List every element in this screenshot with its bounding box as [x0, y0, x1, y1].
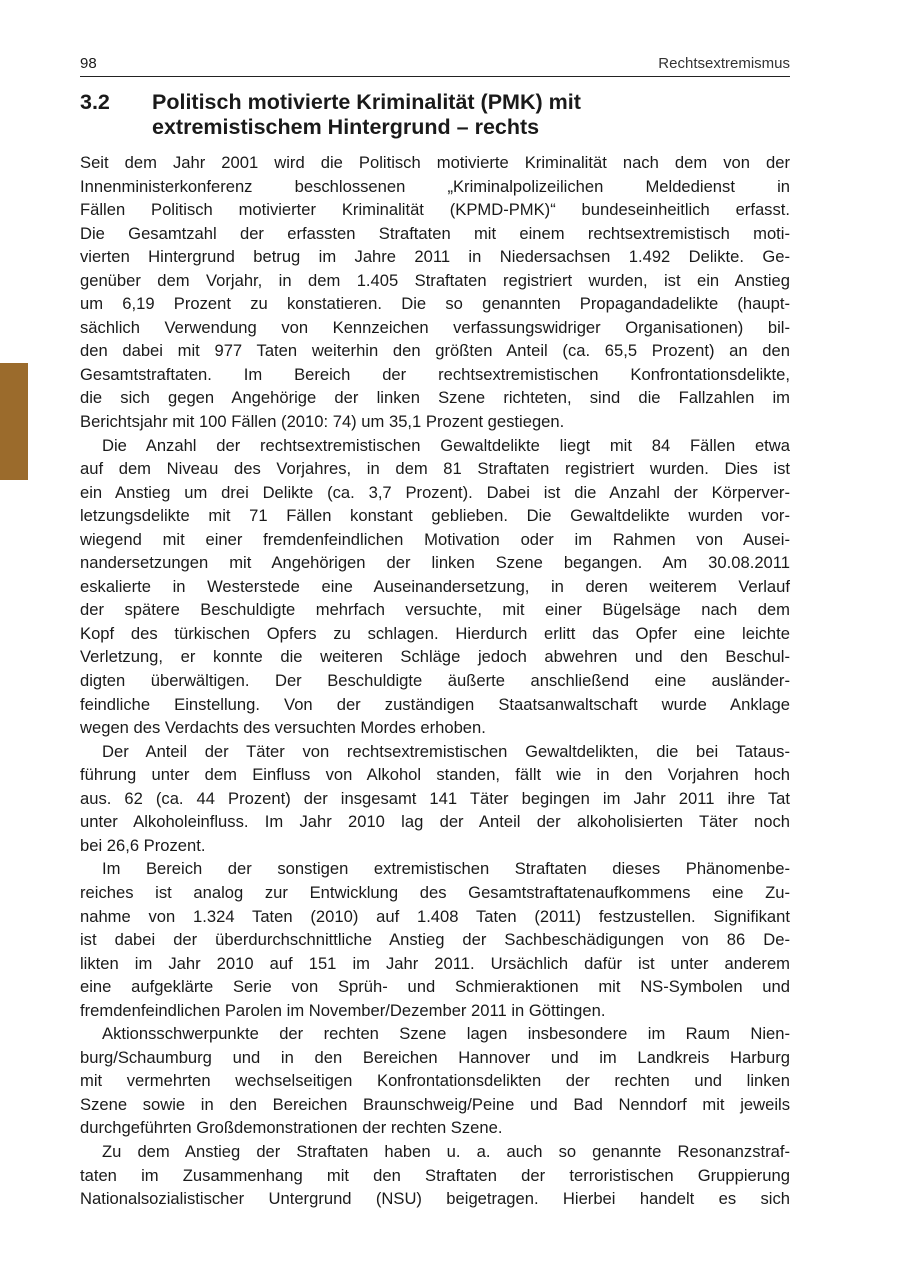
text-line: ist dabei der überdurchschnittliche Anstieg der Sachbeschädigungen von 86 De- — [80, 930, 790, 950]
text-line: aus. 62 (ca. 44 Prozent) der insgesamt 141 Täter begingen im Jahr 2011 ihre Tat — [80, 788, 790, 808]
text-line: Gesamtstraftaten. Im Bereich der rechtsextremistischen Konfrontationsdelikte, — [80, 364, 790, 384]
paragraph — [80, 151, 790, 434]
text-line: nahme von 1.324 Taten (2010) auf 1.408 Taten (2011) festzustellen. Signifikant — [80, 906, 790, 926]
text-line: sächlich Verwendung von Kennzeichen verfassungswidriger Organisationen) bil- — [80, 317, 790, 337]
text-line: digten überwältigen. Der Beschuldigte äußerte anschließend eine ausländer- — [80, 671, 790, 691]
text-line: unter Alkoholeinfluss. Im Jahr 2010 lag der Anteil der alkoholisierten Täter noch — [80, 812, 790, 832]
text-line: letzungsdelikte mit 71 Fällen konstant geblieben. Die Gewaltdelikte wurden vor- — [80, 506, 790, 526]
text-line: Zu dem Anstieg der Straftaten haben u. a. auch so genannte Resonanzstraf- — [102, 1141, 790, 1161]
paragraph — [80, 740, 790, 858]
text-line: likten im Jahr 2010 auf 151 im Jahr 2011. Ursächlich dafür ist unter anderem — [80, 953, 790, 973]
text-line: der spätere Beschuldigte mehrfach versuchte, mit einer Bügelsäge nach dem — [80, 600, 790, 620]
text-line: Verletzung, er konnte die weiteren Schläge jedoch abwehren und den Beschul- — [80, 647, 790, 667]
running-title: Rechtsextremismus — [658, 55, 790, 72]
text-line: ein Anstieg um drei Delikte (ca. 3,7 Prozent). Dabei ist die Anzahl der Körperver- — [80, 482, 790, 502]
section-title-line: extremistischem Hintergrund – rechts — [152, 115, 540, 139]
chapter-tab-marker — [0, 363, 28, 480]
text-line: taten im Zusammenhang mit den Straftaten der terroristischen Gruppierung — [80, 1165, 790, 1185]
text-line: wiegend mit einer fremdenfeindlichen Motivation oder im Rahmen von Ausei- — [80, 529, 790, 549]
text-line: Die Anzahl der rechtsextremistischen Gewaltdelikte liegt mit 84 Fällen etwa — [102, 435, 790, 455]
text-line: führung unter dem Einfluss von Alkohol standen, fällt wie in den Vorjahren hoch — [80, 765, 790, 785]
text-line: Die Gesamtzahl der erfassten Straftaten mit einem rechtsextremistisch moti- — [80, 223, 790, 243]
text-line: um 6,19 Prozent zu konstatieren. Die so genannten Propagandadelikte (haupt- — [80, 294, 790, 314]
text-line: feindliche Einstellung. Von der zuständigen Staatsanwaltschaft wurde Anklage — [80, 694, 790, 714]
text-line: Nationalsozialistischer Untergrund (NSU) beigetragen. Hierbei handelt es sich — [80, 1189, 790, 1209]
paragraph — [80, 434, 790, 740]
text-line: Szene sowie in den Bereichen Braunschweig/Peine und Bad Nenndorf mit jeweils — [80, 1094, 790, 1114]
text-line: Innenministerkonferenz beschlossenen „Kriminalpolizeilichen Meldedienst in — [80, 176, 790, 196]
text-line: Fällen Politisch motivierter Kriminalität (KPMD-PMK)“ bundeseinheitlich erfasst. — [80, 200, 790, 220]
text-line: Im Bereich der sonstigen extremistischen Straftaten dieses Phänomenbe- — [102, 859, 790, 879]
text-line: bei 26,6 Prozent. — [80, 835, 206, 855]
text-line: Seit dem Jahr 2001 wird die Politisch motivierte Kriminalität nach dem von der — [80, 153, 790, 172]
text-line: genüber dem Vorjahr, in dem 1.405 Straftaten registriert wurden, ist ein Anstieg — [80, 270, 790, 290]
section-number: 3.2 — [80, 90, 110, 114]
text-line: vierten Hintergrund betrug im Jahre 2011 in Niedersachsen 1.492 Delikte. Ge- — [80, 247, 790, 267]
text-line: eskalierte in Westerstede eine Auseinandersetzung, in deren weiterem Verlauf — [80, 576, 790, 596]
page-number: 98 — [80, 55, 97, 72]
text-line: reiches ist analog zur Entwicklung des Gesamtstraftatenaufkommens eine Zu- — [80, 882, 790, 902]
text-line: fremdenfeindlichen Parolen im November/Dezember 2011 in Göttingen. — [80, 1000, 606, 1020]
text-line: durchgeführten Großdemonstrationen der rechten Szene. — [80, 1118, 503, 1138]
text-line: eine aufgeklärte Serie von Sprüh- und Schmieraktionen mit NS-Symbolen und — [80, 977, 790, 997]
text-line: burg/Schaumburg und in den Bereichen Hannover und im Landkreis Harburg — [80, 1047, 790, 1067]
paragraph — [80, 1022, 790, 1140]
paragraph — [80, 857, 790, 1022]
text-line: nandersetzungen mit Angehörigen der linken Szene begangen. Am 30.08.2011 — [80, 553, 790, 573]
text-line: Der Anteil der Täter von rechtsextremistischen Gewaltdelikten, die bei Tataus- — [102, 741, 790, 761]
text-line: die sich gegen Angehörige der linken Szene richteten, sind die Fallzahlen im — [80, 388, 790, 408]
text-line: mit vermehrten wechselseitigen Konfrontationsdelikten der rechten und linken — [80, 1071, 790, 1091]
section-title-line: Politisch motivierte Kriminalität (PMK) mit — [152, 90, 581, 114]
text-line: wegen des Verdachts des versuchten Mordes erhoben. — [80, 718, 486, 738]
section-title — [152, 90, 581, 140]
text-line: auf dem Niveau des Vorjahres, in dem 81 Straftaten registriert wurden. Dies ist — [80, 459, 790, 479]
text-line: Kopf des türkischen Opfers zu schlagen. Hierdurch erlitt das Opfer eine leichte — [80, 623, 790, 643]
text-line: den dabei mit 977 Taten weiterhin den größten Anteil (ca. 65,5 Prozent) an den — [80, 341, 790, 361]
text-line: Berichtsjahr mit 100 Fällen (2010: 74) um 35,1 Prozent gestiegen. — [80, 412, 565, 432]
paragraph — [80, 1140, 790, 1211]
text-line: Aktionsschwerpunkte der rechten Szene lagen insbesondere im Raum Nien- — [102, 1024, 790, 1044]
body-text — [80, 151, 790, 1211]
running-header — [80, 52, 790, 77]
